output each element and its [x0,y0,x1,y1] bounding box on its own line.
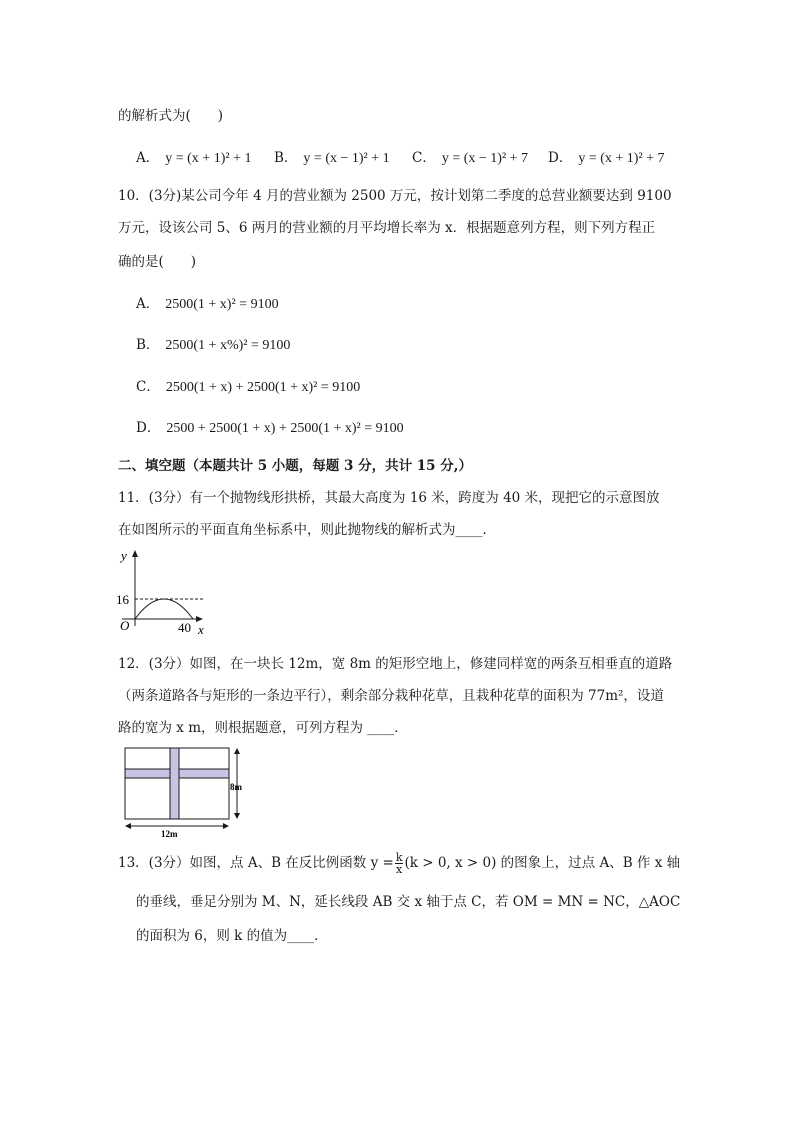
width-arrow-right [223,823,229,829]
fraction-k-over-x [395,852,404,875]
width-arrow-left [125,823,131,829]
y-axis-arrow [132,550,138,557]
q11-stem-line2: 在如图所示的平面直角坐标系中，则此抛物线的解析式为____． [118,522,496,538]
y-axis-label: y [121,548,127,563]
q10-stem-line3: 确的是( ) [118,254,197,270]
span-label: 40 [178,620,191,635]
parabola-arch [135,599,193,619]
q12-stem-line3: 路的宽为 x m，则根据题意，可列方程为 ____． [118,720,408,736]
section-heading: 二、填空题（本题共计 5 小题，每题 3 分，共计 15 分,） [118,458,472,474]
q10-option-d: D． 2500 + 2500(1 + x) + 2500(1 + x)² = 9100 [136,420,404,436]
x-axis-label: x [198,622,204,637]
origin-label: O [120,618,130,633]
fraction-numerator: k [395,851,403,864]
q10-option-a: A． 2500(1 + x)² = 9100 [136,296,279,312]
q11-parabola-figure [112,546,212,638]
q13-stem-line1 [118,852,680,875]
q12-rectangle-figure [118,744,253,840]
q9-option-a: A． y = (x + 1)² + 1 [136,150,252,166]
q9-option-c: C． y = (x − 1)² + 7 [412,150,529,166]
width-label: 12m [161,829,178,839]
q10-option-c: C． 2500(1 + x) + 2500(1 + x)² = 9100 [136,379,361,395]
height-arrow-bottom [234,813,240,819]
height-arrow-top [234,748,240,754]
height-label: 16 [116,592,129,607]
q13-text-start: 13．(3分）如图，点 A、B 在反比例函数 y = [118,855,394,871]
q11-stem-line1: 11．(3分）有一个抛物线形拱桥，其最大高度为 16 米，跨度为 40 米，现把它的示意图放 [118,490,660,506]
q10-stem-line2: 万元，设该公司 5、6 两月的营业额的月平均增长率为 x．根据题意列方程，则下列方程正 [118,220,656,236]
q12-stem-line1: 12．(3分）如图，在一块长 12m，宽 8m 的矩形空地上，修建同样宽的两条互相垂直的道路 [118,656,673,672]
q9-option-b: B． y = (x − 1)² + 1 [274,150,390,166]
q10-option-b: B． 2500(1 + x%)² = 9100 [136,337,291,353]
q12-stem-line2: （两条道路各与矩形的一条边平行），剩余部分栽种花草，且栽种花草的面积为 77m²，设道 [118,688,664,704]
q9-option-d: D． y = (x + 1)² + 7 [548,150,665,166]
vertical-road [170,748,179,819]
q9-tail: 的解析式为( ) [118,108,224,124]
q13-stem-line2: 的垂线，垂足分别为 M、N，延长线段 AB 交 x 轴于点 C，若 OM = MN = NC，△AOC [136,894,681,910]
q13-stem-line3: 的面积为 6，则 k 的值为____． [136,928,328,944]
fraction-denominator: x [396,863,403,876]
q13-text-end: (k > 0, x > 0) 的图象上，过点 A、B 作 x 轴 [404,855,681,871]
q10-stem-line1: 10．(3分)某公司今年 4 月的营业额为 2500 万元，按计划第二季度的总营业额要达到 9100 [118,188,672,204]
height-label: 8m [230,782,242,792]
